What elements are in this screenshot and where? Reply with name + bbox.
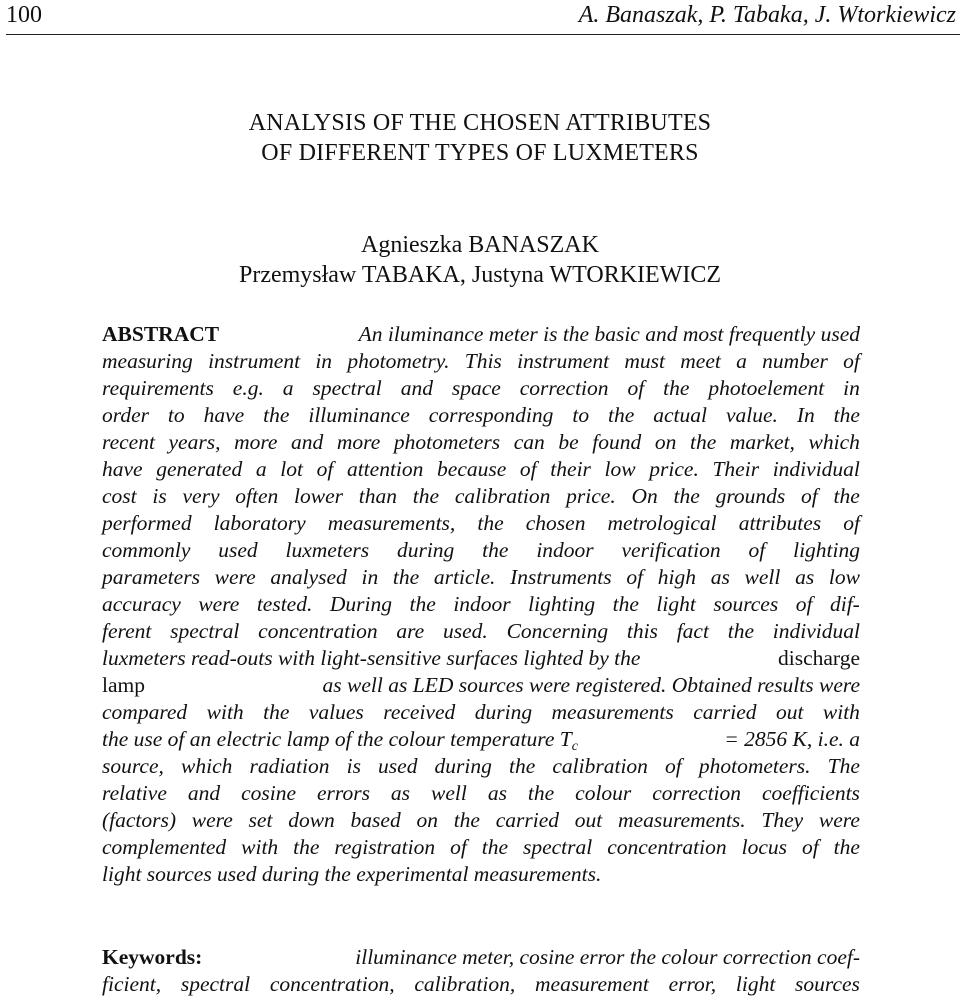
word: to xyxy=(572,403,590,427)
word: set xyxy=(248,808,273,832)
word: a xyxy=(736,349,747,373)
word: ficient, xyxy=(102,972,162,996)
word: of xyxy=(316,457,334,481)
word: the xyxy=(833,835,860,859)
word: performed xyxy=(102,511,192,535)
word: often xyxy=(235,484,279,508)
word: indoor xyxy=(453,592,511,616)
word: On xyxy=(631,484,658,508)
word: errors xyxy=(316,781,370,805)
word: the xyxy=(412,484,440,508)
word: compared xyxy=(102,700,188,724)
word: cosine xyxy=(241,781,296,805)
word: photometers. xyxy=(698,754,811,778)
word: value. xyxy=(725,403,778,427)
word: as xyxy=(487,781,507,805)
word: verification xyxy=(621,538,721,562)
word: the xyxy=(263,700,290,724)
abstract-text: An iluminance meter is the basic and most frequently used xyxy=(358,322,860,346)
word: illuminance xyxy=(308,403,410,427)
word: low xyxy=(828,565,860,589)
author-line-2: Przemysław TABAKA, Justyna WTORKIEWICZ xyxy=(238,262,722,288)
abstract-line xyxy=(102,321,860,348)
word: individual xyxy=(772,619,860,643)
abstract-term: lamp xyxy=(102,673,145,697)
word: light xyxy=(735,972,776,996)
word: the xyxy=(481,835,509,859)
word: grounds xyxy=(715,484,786,508)
word: were xyxy=(191,808,233,832)
word: parameters xyxy=(102,565,200,589)
word: luxmeters xyxy=(285,538,370,562)
word: of xyxy=(627,376,645,400)
word: In xyxy=(796,403,815,427)
abstract-label: ABSTRACT xyxy=(102,322,220,346)
word: in xyxy=(315,349,333,373)
word: measurements xyxy=(551,700,674,724)
word: carried xyxy=(495,808,560,832)
word: of xyxy=(801,484,818,508)
abstract-line xyxy=(102,780,860,807)
word: lighting xyxy=(528,592,596,616)
word: which xyxy=(808,430,860,454)
word: carried xyxy=(693,700,757,724)
word: registration xyxy=(334,835,436,859)
word: with xyxy=(206,700,244,724)
abstract-line xyxy=(102,429,860,456)
abstract-line xyxy=(102,564,860,591)
word: generated xyxy=(156,457,243,481)
word: measurement xyxy=(535,972,649,996)
word: of xyxy=(801,835,819,859)
word: measurements. xyxy=(618,808,746,832)
word: are xyxy=(396,619,425,643)
word: the xyxy=(612,592,639,616)
word: and xyxy=(187,781,221,805)
abstract-text: = 2856 K, i.e. a xyxy=(724,727,860,751)
word: of xyxy=(843,349,860,373)
word: this xyxy=(626,619,658,643)
word: have xyxy=(203,403,245,427)
abstract-line xyxy=(102,591,860,618)
word: on xyxy=(416,808,438,832)
word: spectral xyxy=(312,376,382,400)
word: correction xyxy=(652,781,742,805)
word: calibration xyxy=(454,484,551,508)
title-line-1: ANALYSIS OF THE CHOSEN ATTRIBUTES xyxy=(248,110,712,136)
word: This xyxy=(464,349,502,373)
word: radiation xyxy=(249,754,330,778)
word: the xyxy=(689,430,717,454)
keywords-line xyxy=(102,943,860,970)
author-line-1: Agnieszka BANASZAK xyxy=(361,232,599,258)
subscript: c xyxy=(571,739,578,754)
word: corresponding xyxy=(428,403,554,427)
word: and xyxy=(291,430,324,454)
word: the xyxy=(453,808,480,832)
word: more xyxy=(336,430,381,454)
abstract-line xyxy=(102,834,860,861)
abstract-line xyxy=(102,537,860,564)
word: price. xyxy=(566,484,616,508)
word: values xyxy=(308,700,364,724)
word: the xyxy=(663,376,690,400)
word: spectral xyxy=(170,619,240,643)
word: concentration, xyxy=(269,972,395,996)
word: well xyxy=(744,565,781,589)
word: than xyxy=(358,484,398,508)
abstract-term: discharge xyxy=(778,646,860,670)
word: because xyxy=(437,457,507,481)
word: photoelement xyxy=(708,376,825,400)
word: indoor xyxy=(536,538,594,562)
abstract xyxy=(102,321,860,888)
word: attributes xyxy=(738,511,822,535)
abstract-line xyxy=(102,753,860,780)
word: measuring xyxy=(102,349,193,373)
word: the xyxy=(477,511,504,535)
word: used xyxy=(218,538,258,562)
word: of xyxy=(665,754,682,778)
abstract-line xyxy=(102,348,860,375)
word: light xyxy=(656,592,696,616)
word: instrument xyxy=(208,349,301,373)
word: low xyxy=(604,457,636,481)
word: the xyxy=(527,781,555,805)
word: spectral xyxy=(522,835,593,859)
word: photometry. xyxy=(347,349,450,373)
abstract-text: luxmeters read-outs with light-sensitive surfaces lighted by the xyxy=(102,646,641,670)
word: the xyxy=(263,403,290,427)
word: commonly xyxy=(102,538,191,562)
word: out xyxy=(574,808,603,832)
word: Concerning xyxy=(506,619,609,643)
word: cost xyxy=(102,484,137,508)
word: more xyxy=(234,430,278,454)
abstract-line xyxy=(102,402,860,429)
word: the xyxy=(833,403,860,427)
word: Instruments xyxy=(510,565,612,589)
word: were xyxy=(818,808,860,832)
word: in xyxy=(361,565,379,589)
abstract-line xyxy=(102,618,860,645)
page-number: 100 xyxy=(6,2,42,28)
word: attention xyxy=(346,457,424,481)
word: individual xyxy=(772,457,860,481)
word: complemented xyxy=(102,835,227,859)
word: instrument xyxy=(517,349,610,373)
word: tested. xyxy=(256,592,313,616)
word: calibration, xyxy=(414,972,516,996)
word: have xyxy=(102,457,143,481)
word: must xyxy=(624,349,665,373)
word: number xyxy=(762,349,828,373)
word: the xyxy=(833,484,860,508)
word: found xyxy=(592,430,642,454)
word: used. xyxy=(443,619,488,643)
abstract-line xyxy=(102,483,860,510)
word: photometers xyxy=(393,430,501,454)
abstract-line xyxy=(102,726,860,753)
keywords xyxy=(102,943,860,997)
word: chosen xyxy=(525,511,586,535)
word: of xyxy=(450,835,467,859)
word: based xyxy=(350,808,401,832)
word: used xyxy=(378,754,418,778)
running-head xyxy=(6,2,956,32)
word: source, xyxy=(102,754,164,778)
keywords-label: Keywords: xyxy=(102,945,203,969)
word: as xyxy=(795,565,815,589)
word: requirements xyxy=(102,376,214,400)
word: sources xyxy=(713,592,779,616)
abstract-line xyxy=(102,375,860,402)
abstract-line xyxy=(102,456,860,483)
word: of xyxy=(795,592,813,616)
keywords-line xyxy=(102,970,860,997)
word: spectral xyxy=(180,972,251,996)
word: during xyxy=(474,700,533,724)
word: down xyxy=(288,808,335,832)
word: a xyxy=(282,376,294,400)
word: the xyxy=(673,484,700,508)
word: of xyxy=(626,565,644,589)
word: the xyxy=(508,754,536,778)
word: and xyxy=(400,376,433,400)
word: the xyxy=(482,538,509,562)
abstract-text xyxy=(102,726,578,753)
word: the xyxy=(608,403,635,427)
word: laboratory xyxy=(213,511,306,535)
word: as xyxy=(710,565,730,589)
word: their xyxy=(550,457,591,481)
word: During xyxy=(329,592,392,616)
word: the xyxy=(293,835,320,859)
word: years, xyxy=(168,430,221,454)
word: space xyxy=(451,376,501,400)
word: very xyxy=(182,484,220,508)
word: of xyxy=(519,457,537,481)
word: They xyxy=(761,808,804,832)
abstract-line xyxy=(102,699,860,726)
abstract-line xyxy=(102,645,860,672)
word: were xyxy=(198,592,240,616)
word: e.g. xyxy=(232,376,264,400)
word: is xyxy=(346,754,361,778)
word: (factors) xyxy=(102,808,177,832)
word: The xyxy=(827,754,860,778)
word: ferent xyxy=(102,619,152,643)
word: market, xyxy=(729,430,795,454)
word: measurements, xyxy=(327,511,456,535)
word: high xyxy=(657,565,697,589)
word: price. xyxy=(649,457,699,481)
word: the xyxy=(409,592,436,616)
word: concentration xyxy=(258,619,378,643)
word: article. xyxy=(433,565,496,589)
word: a xyxy=(255,457,267,481)
word: dif- xyxy=(829,592,860,616)
word: locus xyxy=(741,835,787,859)
word: analysed xyxy=(270,565,347,589)
word: on xyxy=(654,430,677,454)
word: out xyxy=(775,700,804,724)
word: colour xyxy=(575,781,632,805)
word: actual xyxy=(653,403,707,427)
word: the xyxy=(727,619,754,643)
abstract-line xyxy=(102,510,860,537)
paper-title xyxy=(0,108,960,168)
word: recent xyxy=(102,430,155,454)
word: the xyxy=(392,565,420,589)
word: well xyxy=(431,781,467,805)
word: is xyxy=(152,484,167,508)
abstract-line xyxy=(102,807,860,834)
word: were xyxy=(214,565,256,589)
running-authors: A. Banaszak, P. Tabaka, J. Wtorkiewicz xyxy=(578,2,956,28)
word: as xyxy=(390,781,411,805)
author-list xyxy=(0,230,960,290)
word: calibration xyxy=(552,754,648,778)
word: of xyxy=(843,511,860,535)
abstract-text: as well as LED sources were registered. Obtained results were xyxy=(322,673,860,697)
word: received xyxy=(383,700,456,724)
word: with xyxy=(241,835,279,859)
word: to xyxy=(167,403,185,427)
word: sources xyxy=(795,972,860,996)
word: meet xyxy=(680,349,721,373)
word: in xyxy=(843,376,860,400)
word: during xyxy=(396,538,455,562)
word: concentration xyxy=(607,835,727,859)
abstract-line: light sources used during the experimental measurements. xyxy=(102,862,602,886)
title-line-2: OF DIFFERENT TYPES OF LUXMETERS xyxy=(261,140,699,166)
word: which xyxy=(181,754,233,778)
header-rule xyxy=(6,34,960,35)
word: correction xyxy=(519,376,609,400)
word: fact xyxy=(676,619,709,643)
abstract-text: the use of an electric lamp of the colour temperature T xyxy=(102,727,572,751)
word: during xyxy=(434,754,492,778)
word: be xyxy=(558,430,579,454)
word: coefficients xyxy=(762,781,860,805)
word: lot xyxy=(280,457,303,481)
word: relative xyxy=(102,781,167,805)
keywords-text: illuminance meter, cosine error the colour correction coef- xyxy=(355,945,860,969)
word: error, xyxy=(668,972,717,996)
word: lighting xyxy=(793,538,860,562)
word: of xyxy=(748,538,766,562)
word: metrological xyxy=(607,511,717,535)
word: lower xyxy=(294,484,344,508)
word: order xyxy=(102,403,149,427)
word: Their xyxy=(712,457,760,481)
word: can xyxy=(513,430,545,454)
word: accuracy xyxy=(102,592,181,616)
word: with xyxy=(822,700,860,724)
abstract-line xyxy=(102,672,860,699)
